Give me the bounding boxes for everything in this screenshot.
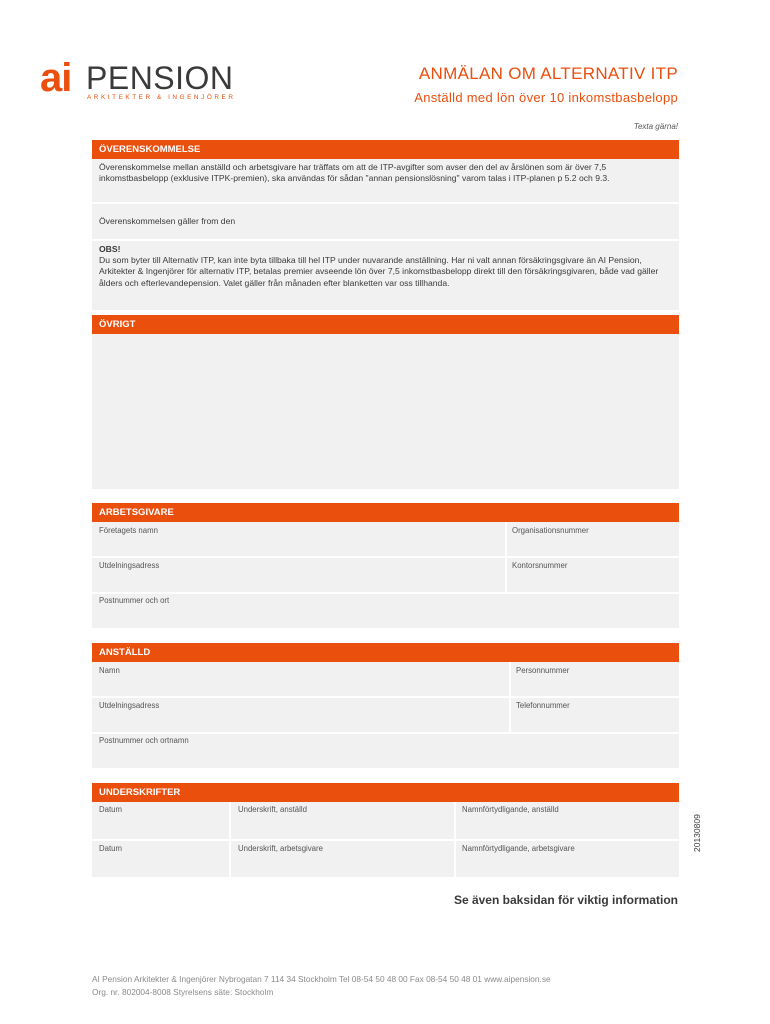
employer-postal-field[interactable] <box>92 594 679 628</box>
company-logo <box>40 56 240 105</box>
footer-contact-line: AI Pension Arkitekter & Ingenjörer Nybrogatan 7 114 34 Stockholm Tel 08-54 50 48 00 Fax 08-54 50 48 01 www.aipension.se <box>92 974 551 984</box>
section-header-anstalld: ANSTÄLLD <box>92 643 679 662</box>
employer-signature-label: Underskrift, arbetsgivare <box>238 844 323 853</box>
personal-number-field[interactable] <box>511 662 679 696</box>
obs-text: Du som byter till Alternativ ITP, kan inte byta tillbaka till hel ITP under nuvarande anställning. Har ni valt annan försäkringsgivare än AI Pension, Arkitekter & Ingenjörer för alternativ ITP, betalas premier avseende lön över 7,5 inkomstbasbelopp direkt till den försäkringsgivaren, både vad gäller ålders och efterlevandepension. Valet gäller från månaden efter blanketten var oss tillhanda. <box>99 255 659 288</box>
personal-number-label: Personnummer <box>516 666 570 675</box>
footer-org-line: Org. nr. 802004-8008 Styrelsens säte: Stockholm <box>92 987 274 997</box>
logo-wordmark: PENSION <box>86 60 234 96</box>
section-header-arbetsgivare: ARBETSGIVARE <box>92 503 679 522</box>
obs-notice <box>99 244 669 289</box>
section-header-ovrigt: ÖVRIGT <box>92 315 679 334</box>
employer-address-field[interactable] <box>92 558 505 592</box>
company-name-label: Företagets namn <box>99 526 158 535</box>
employee-date-label: Datum <box>99 805 122 814</box>
logo-tagline: ARKITEKTER & INGENJÖRER <box>87 94 236 101</box>
employee-address-field[interactable] <box>92 698 509 732</box>
org-number-label: Organisationsnummer <box>512 526 589 535</box>
employer-date-label: Datum <box>99 844 122 853</box>
office-number-field[interactable] <box>507 558 679 592</box>
employee-signature-date-field[interactable] <box>92 802 229 839</box>
print-note: Texta gärna! <box>633 122 678 131</box>
see-backside-note: Se även baksidan för viktig information <box>453 893 678 907</box>
employee-name-clarification-field[interactable] <box>456 802 679 839</box>
employee-name-field[interactable] <box>92 662 509 696</box>
form-version-code: 20130809 <box>692 814 702 852</box>
employer-signature-field[interactable] <box>231 841 454 877</box>
phone-number-field[interactable] <box>511 698 679 732</box>
agreement-from-date-label: Överenskommelsen gäller from den <box>99 216 236 226</box>
employee-postal-field[interactable] <box>92 734 679 768</box>
form-subtitle: Anställd med lön över 10 inkomstbasbelopp <box>414 90 678 105</box>
employee-signature-field[interactable] <box>231 802 454 839</box>
employer-signature-date-field[interactable] <box>92 841 229 877</box>
section-arbetsgivare <box>92 522 679 628</box>
employer-postal-label: Postnummer och ort <box>99 596 170 605</box>
section-header-underskrifter: UNDERSKRIFTER <box>92 783 679 802</box>
ovrigt-text-area[interactable] <box>92 334 679 489</box>
phone-number-label: Telefonnummer <box>516 701 570 710</box>
employer-clarification-label: Namnförtydligande, arbetsgivare <box>462 844 575 853</box>
form-title: ANMÄLAN OM ALTERNATIV ITP <box>418 64 678 83</box>
agreement-intro-text: Överenskommelse mellan anställd och arbetsgivare har träffats om att de ITP-avgifter som avser den del av årslönen som är över 7,5 inkomstbasbelopp (exklusive ITPK-premien), ska användas för sådan "annan pensionslösning" varom talas i ITP-planen p 5.2 och 9.3. <box>99 162 610 184</box>
employer-name-clarification-field[interactable] <box>456 841 679 877</box>
employee-address-label: Utdelningsadress <box>99 701 160 710</box>
employer-address-label: Utdelningsadress <box>99 561 160 570</box>
employee-signature-label: Underskrift, anställd <box>238 805 307 814</box>
company-name-field[interactable] <box>92 522 505 556</box>
employee-postal-label: Postnummer och ortnamn <box>99 736 189 745</box>
section-anstalld <box>92 662 679 768</box>
office-number-label: Kontorsnummer <box>512 561 568 570</box>
section-underskrifter <box>92 802 679 877</box>
section-header-overenskommelse: ÖVERENSKOMMELSE <box>92 140 679 159</box>
section-overenskommelse <box>92 159 679 310</box>
employee-clarification-label: Namnförtydligande, anställd <box>462 805 559 814</box>
divider <box>92 239 679 241</box>
agreement-from-date-field[interactable] <box>92 204 679 239</box>
obs-title: OBS! <box>99 244 121 254</box>
employee-name-label: Namn <box>99 666 120 675</box>
org-number-field[interactable] <box>507 522 679 556</box>
logo-ai-mark: ai <box>40 56 72 100</box>
